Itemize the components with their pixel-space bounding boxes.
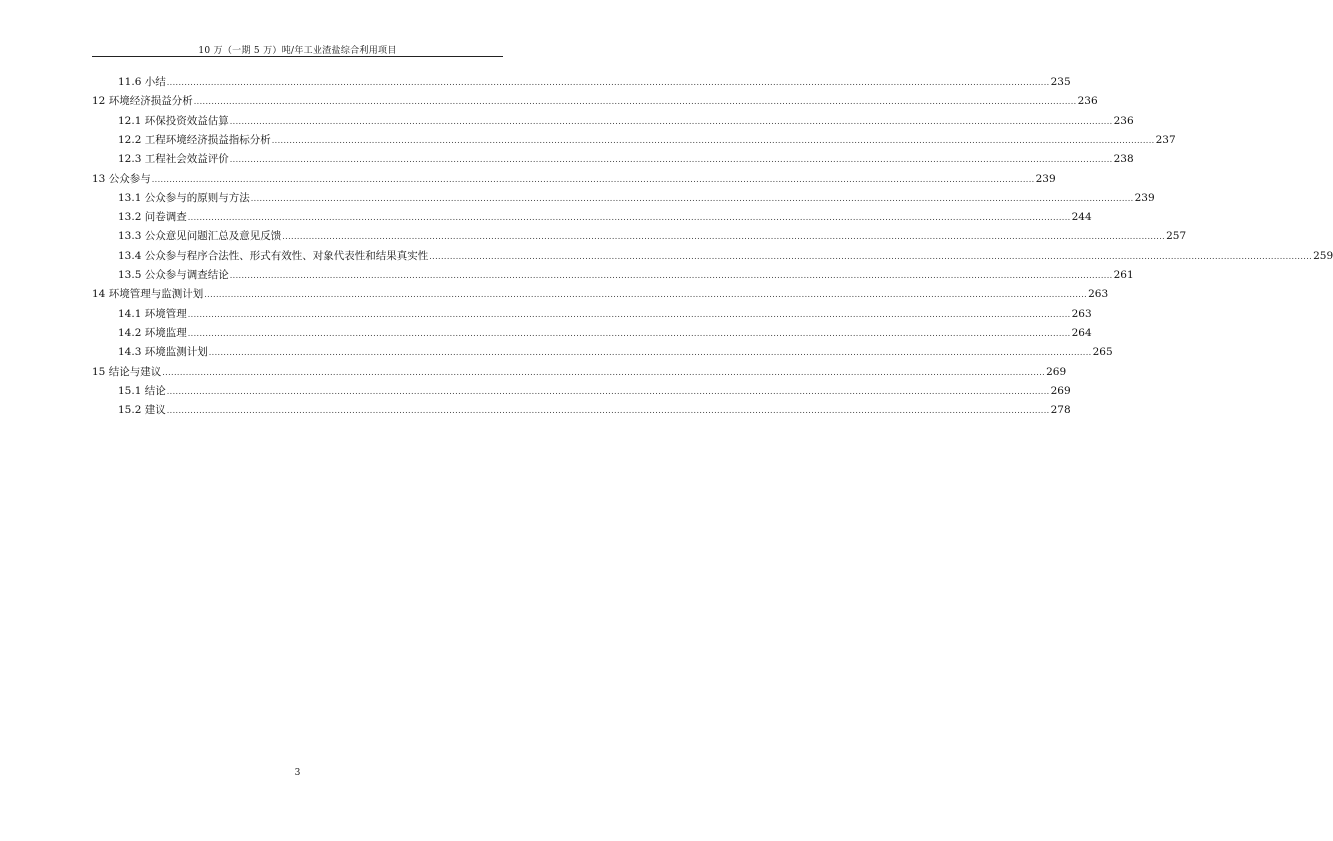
toc-leader-dots: ............................................................................................................................................................................................................................................................................................................ [208,348,1092,358]
toc-entry-title: 14 环境管理与监测计划 [92,288,204,301]
toc-entry-page: 257 [1166,230,1187,243]
toc-entry[interactable] [118,344,1113,360]
toc-entry-title: 12.2 工程环境经济损益指标分析 [118,133,271,146]
toc-entry-title: 13.4 公众参与程序合法性、形式有效性、对象代表性和结果真实性 [118,249,429,262]
toc-leader-dots: ............................................................................................................................................................................................................................................................................................................ [151,174,1035,184]
toc-entry-page: 263 [1088,288,1109,301]
toc-leader-dots: ............................................................................................................................................................................................................................................................................................................ [162,367,1046,377]
toc-leader-dots: ............................................................................................................................................................................................................................................................................................................ [187,213,1071,223]
toc-leader-dots: ............................................................................................................................................................................................................................................................................................................ [204,290,1088,300]
toc-entry[interactable] [118,228,1187,244]
toc-entry-page: 244 [1071,211,1092,224]
toc-entry-title: 15.2 建议 [118,404,166,417]
toc-entry-page: 236 [1077,95,1098,108]
toc-entry[interactable] [118,267,1134,283]
toc-entry[interactable] [118,132,1176,148]
toc-entry-page: 265 [1092,346,1113,359]
toc-entry-page: 263 [1071,307,1092,320]
toc-leader-dots: ............................................................................................................................................................................................................................................................................................................ [166,406,1050,416]
toc-entry-title: 12.1 环保投资效益估算 [118,114,229,127]
toc-entry[interactable] [118,402,1071,418]
toc-entry-page: 261 [1113,269,1134,281]
toc-leader-dots: ............................................................................................................................................................................................................................................................................................................ [187,328,1071,338]
toc-leader-dots: ............................................................................................................................................................................................................................................................................................................ [429,251,1313,261]
toc-entry-page: 278 [1050,404,1071,417]
toc-entry-title: 13.1 公众参与的原则与方法 [118,191,250,204]
toc-entry-title: 13.3 公众意见问题汇总及意见反馈 [118,230,282,243]
toc-leader-dots: ............................................................................................................................................................................................................................................................................................................ [250,193,1134,203]
toc-leader-dots: ............................................................................................................................................................................................................................................................................................................ [193,97,1077,107]
toc-entry[interactable] [118,74,1071,90]
toc-leader-dots: ............................................................................................................................................................................................................................................................................................................ [271,135,1155,145]
toc-entry-title: 13.5 公众参与调查结论 [118,269,229,281]
toc-entry-page: 235 [1050,76,1071,88]
toc-entry[interactable] [118,248,1333,264]
toc-leader-dots: ............................................................................................................................................................................................................................................................................................................ [229,116,1113,126]
toc-entry-page: 239 [1134,191,1155,204]
toc-entry-title: 12.3 工程社会效益评价 [118,153,229,166]
toc-entry-title: 14.3 环境监测计划 [118,346,208,359]
toc-leader-dots: ............................................................................................................................................................................................................................................................................................................ [229,271,1113,280]
toc-entry-page: 259 [1313,249,1333,262]
toc-entry-page: 237 [1155,133,1176,146]
toc-entry-page: 269 [1050,384,1071,397]
toc-leader-dots: ............................................................................................................................................................................................................................................................................................................ [166,78,1050,87]
toc-entry[interactable] [92,171,1056,187]
toc-entry-title: 14.1 环境管理 [118,307,187,320]
toc-entry-title: 15.1 结论 [118,384,166,397]
toc-entry-page: 238 [1113,153,1134,166]
toc-entry[interactable] [92,93,1098,109]
toc-entry[interactable] [118,209,1092,225]
toc-entry-title: 13.2 问卷调查 [118,211,187,224]
toc-entry-page: 239 [1035,172,1056,185]
toc-entry[interactable] [118,325,1092,341]
toc-leader-dots: ............................................................................................................................................................................................................................................................................................................ [282,232,1166,242]
toc-entry[interactable] [118,383,1071,399]
toc-entry[interactable] [118,151,1134,167]
toc-entry-title: 13 公众参与 [92,172,151,185]
toc-entry-page: 269 [1046,365,1067,378]
page-number: 3 [294,768,301,778]
toc-leader-dots: ............................................................................................................................................................................................................................................................................................................ [166,386,1050,396]
toc-entry[interactable] [118,190,1155,206]
toc-entry-page: 264 [1071,326,1092,339]
toc-entry-title: 14.2 环境监理 [118,326,187,339]
toc-leader-dots: ............................................................................................................................................................................................................................................................................................................ [187,309,1071,319]
toc-entry[interactable] [118,113,1134,129]
toc-entry[interactable] [92,364,1067,380]
toc-entry-title: 11.6 小结 [118,76,166,88]
toc-entry-page: 236 [1113,114,1134,127]
toc-entry[interactable] [92,286,1109,302]
running-header: 10 万（一期 5 万）吨/年工业渣盐综合利用项目 [198,46,397,56]
toc-entry[interactable] [118,306,1092,322]
toc-entry-title: 12 环境经济损益分析 [92,95,193,108]
toc-entry-title: 15 结论与建议 [92,365,162,378]
toc-leader-dots: ............................................................................................................................................................................................................................................................................................................ [229,155,1113,165]
